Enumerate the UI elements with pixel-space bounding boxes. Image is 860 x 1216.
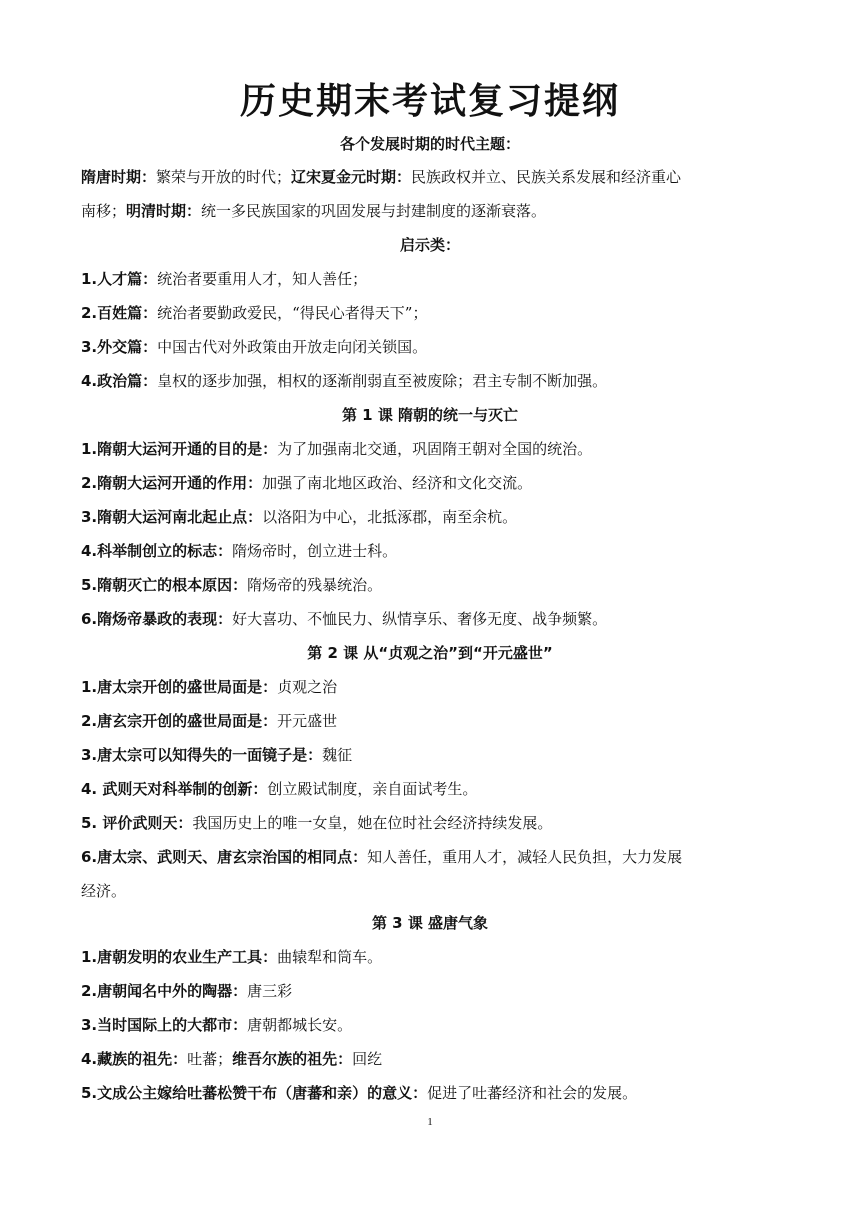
line-text: 统治者要重用人才，知人善任； <box>157 270 368 288</box>
section-heading: 各个发展时期的时代主题： <box>339 135 520 153</box>
text-line <box>81 778 781 800</box>
text-line <box>81 880 781 902</box>
line-text: 加强了南北地区政治、经济和文化交流。 <box>262 474 533 492</box>
key-term: 维吾尔族的祖先： <box>232 1050 353 1068</box>
line-text: 统治者要勤政爱民，“得民心者得天下”； <box>157 304 428 322</box>
key-term: 3.当时国际上的大都市： <box>81 1016 248 1034</box>
section-heading: 第 1 课 隋朝的统一与灭亡 <box>341 406 519 424</box>
line-text: 南移； <box>81 202 127 220</box>
key-term: 3.外交篇： <box>81 338 158 356</box>
key-term: 6.唐太宗、武则天、唐玄宗治国的相同点： <box>81 848 368 866</box>
key-term: 4.政治篇： <box>81 372 158 390</box>
line-text: 知人善任，重用人才，减轻人民负担，大力发展 <box>367 848 683 866</box>
key-term: 2.百姓篇： <box>81 304 158 322</box>
line-text: 吐蕃； <box>187 1050 233 1068</box>
text-line <box>81 166 781 188</box>
line-text: 曲辕犁和筒车。 <box>277 948 383 966</box>
text-line <box>81 574 781 596</box>
text-line <box>81 370 781 392</box>
key-term: 明清时期： <box>126 202 202 220</box>
text-line <box>81 608 781 630</box>
text-line <box>81 302 781 324</box>
line-text: 繁荣与开放的时代； <box>156 168 292 186</box>
key-term: 1.唐太宗开创的盛世局面是： <box>81 678 278 696</box>
text-line <box>81 472 781 494</box>
line-text: 开元盛世 <box>277 712 338 730</box>
key-term: 4. 武则天对科举制的创新： <box>81 780 268 798</box>
line-text: 皇权的逐步加强，相权的逐渐削弱直至被废除；君主专制不断加强。 <box>157 372 608 390</box>
key-term: 1.唐朝发明的农业生产工具： <box>81 948 278 966</box>
key-term: 4.科举制创立的标志： <box>81 542 233 560</box>
text-line <box>81 506 781 528</box>
line-text: 唐朝都城长安。 <box>247 1016 353 1034</box>
line-text: 统一多民族国家的巩固发展与封建制度的逐渐衰落。 <box>201 202 547 220</box>
text-line <box>81 980 781 1002</box>
text-line <box>81 200 781 222</box>
line-text: 唐三彩 <box>247 982 293 1000</box>
key-term: 3.唐太宗可以知得失的一面镜子是： <box>81 746 323 764</box>
page-number: 1 <box>427 1116 433 1128</box>
key-term: 辽宋夏金元时期： <box>291 168 412 186</box>
line-text: 隋炀帝的残暴统治。 <box>247 576 383 594</box>
key-term: 2.隋朝大运河开通的作用： <box>81 474 263 492</box>
text-line <box>81 946 781 968</box>
line-text: 中国古代对外政策由开放走向闭关锁国。 <box>157 338 428 356</box>
text-line <box>81 438 781 460</box>
key-term: 1.人才篇： <box>81 270 158 288</box>
text-line <box>81 268 781 290</box>
line-text: 回纥 <box>352 1050 383 1068</box>
key-term: 5.隋朝灭亡的根本原因： <box>81 576 248 594</box>
text-line <box>81 1048 781 1070</box>
key-term: 1.隋朝大运河开通的目的是： <box>81 440 278 458</box>
key-term: 隋唐时期： <box>81 168 157 186</box>
line-text: 促进了吐蕃经济和社会的发展。 <box>427 1084 638 1102</box>
text-line <box>81 540 781 562</box>
line-text: 以洛阳为中心，北抵涿郡，南至余杭。 <box>262 508 518 526</box>
section-heading: 启示类： <box>399 236 460 254</box>
key-term: 6.隋炀帝暴政的表现： <box>81 610 233 628</box>
line-text: 民族政权并立、民族关系发展和经济重心 <box>411 168 682 186</box>
line-text: 创立殿试制度，亲自面试考生。 <box>267 780 478 798</box>
line-text: 好大喜功、不恤民力、纵情享乐、奢侈无度、战争频繁。 <box>232 610 608 628</box>
text-line <box>81 336 781 358</box>
line-text: 经济。 <box>81 882 127 900</box>
text-line <box>81 676 781 698</box>
text-line <box>81 846 781 868</box>
key-term: 5. 评价武则天： <box>81 814 193 832</box>
document-title: 历史期末考试复习提纲 <box>239 81 620 122</box>
text-line <box>81 744 781 766</box>
key-term: 5.文成公主嫁给吐蕃松赞干布（唐蕃和亲）的意义： <box>81 1084 428 1102</box>
line-text: 我国历史上的唯一女皇，她在位时社会经济持续发展。 <box>192 814 553 832</box>
section-heading: 第 3 课 盛唐气象 <box>371 914 489 932</box>
line-text: 贞观之治 <box>277 678 338 696</box>
text-line <box>81 1014 781 1036</box>
text-line <box>81 710 781 732</box>
key-term: 4.藏族的祖先： <box>81 1050 188 1068</box>
key-term: 2.唐玄宗开创的盛世局面是： <box>81 712 278 730</box>
section-heading: 第 2 课 从“贞观之治”到“开元盛世” <box>307 644 553 662</box>
key-term: 3.隋朝大运河南北起止点： <box>81 508 263 526</box>
line-text: 为了加强南北交通，巩固隋王朝对全国的统治。 <box>277 440 593 458</box>
line-text: 魏征 <box>322 746 353 764</box>
text-line <box>81 812 781 834</box>
key-term: 2.唐朝闻名中外的陶器： <box>81 982 248 1000</box>
line-text: 隋炀帝时，创立进士科。 <box>232 542 398 560</box>
text-line <box>81 1082 781 1104</box>
